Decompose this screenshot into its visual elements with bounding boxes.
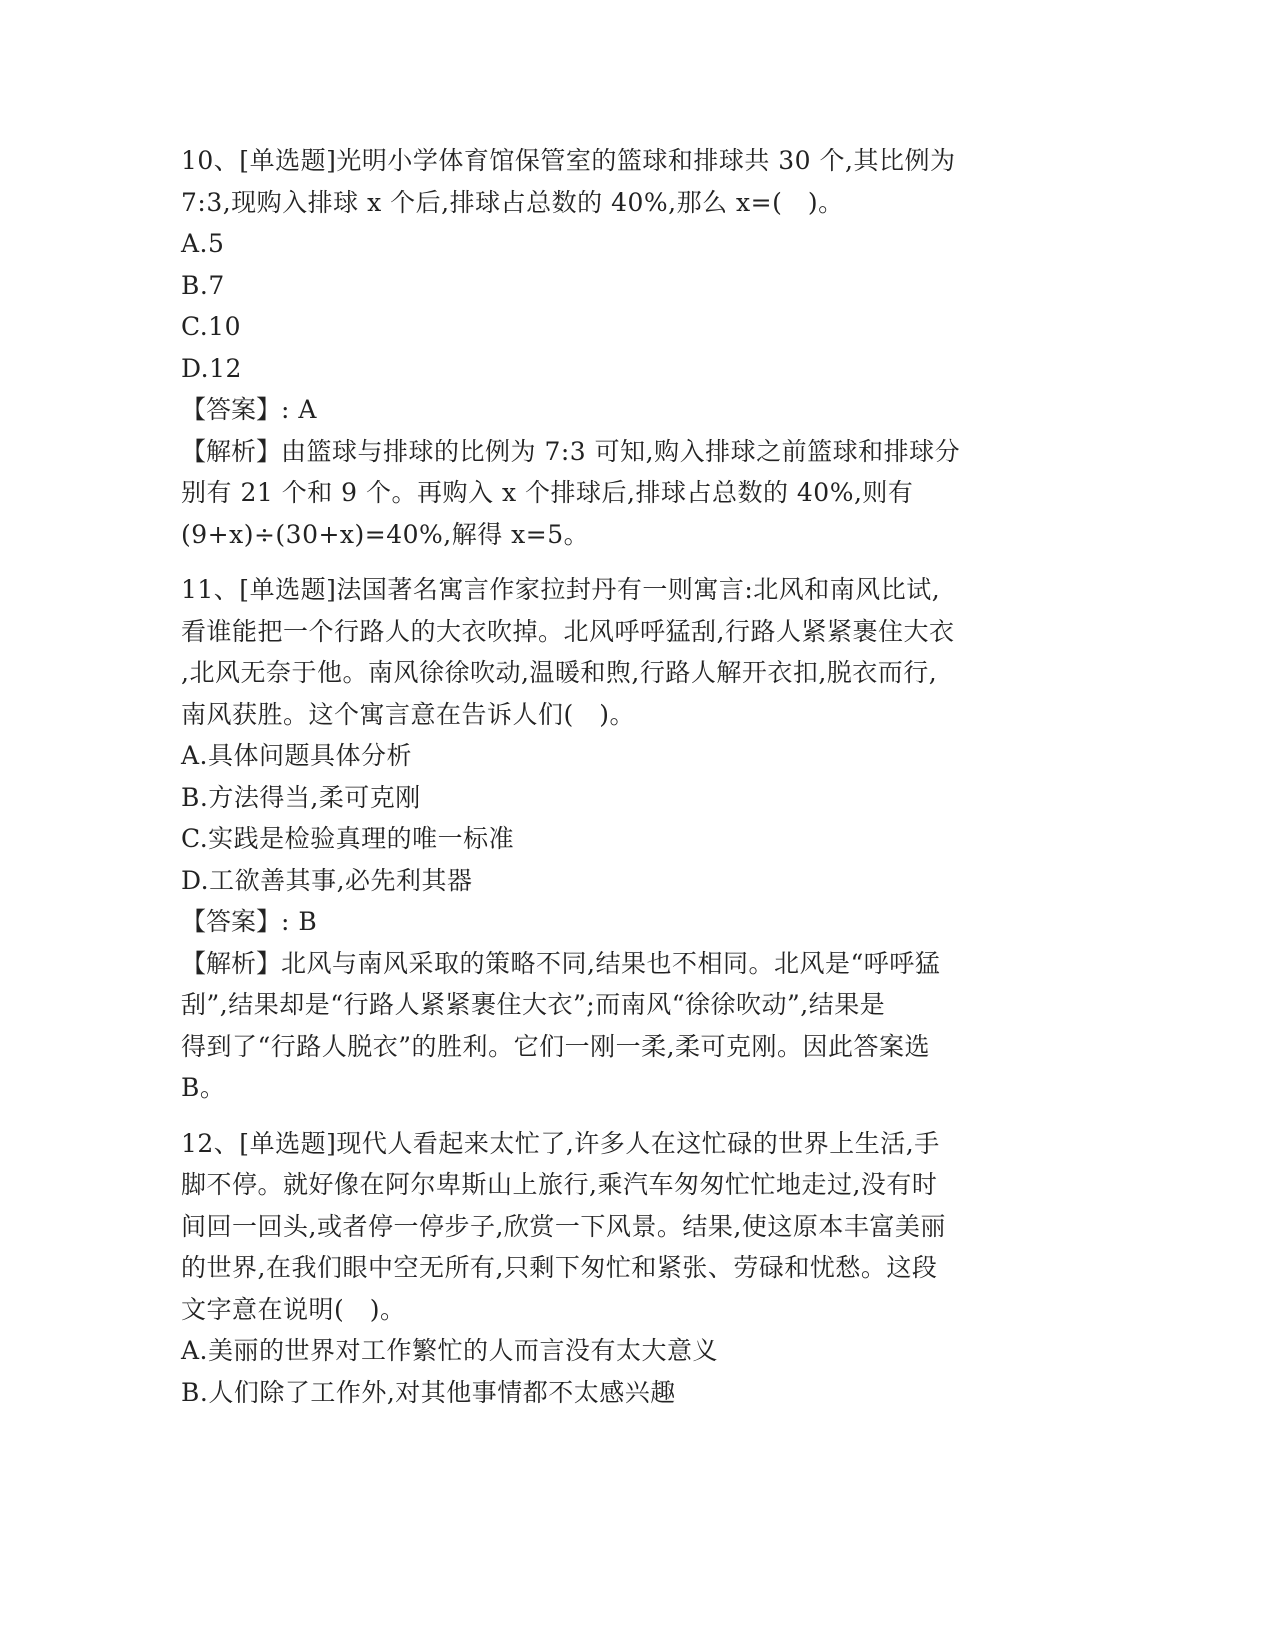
question-stem-line: 12、[单选题]现代人看起来太忙了,许多人在这忙碌的世界上生活,手 [181,1128,940,1158]
analysis-line: 别有 21 个和 9 个。再购入 x 个排球后,排球占总数的 40%,则有 [181,478,914,507]
question-stem-line: 文字意在说明( )。 [181,1294,406,1324]
option-a: A.5 [181,229,225,258]
answer-label: 【答案】 [181,907,282,936]
question-stem-line: 7:3,现购入排球 x 个后,排球占总数的 40%,那么 x=( )。 [181,187,844,217]
answer-value: B [298,907,318,936]
question-stem-line: 10、[单选题]光明小学体育馆保管室的篮球和排球共 30 个,其比例为 [181,146,956,175]
option-b: B.方法得当,柔可克刚 [181,782,421,812]
question-11 [181,569,1061,1109]
document-page [181,140,1061,1413]
option-b: B.7 [181,270,225,300]
answer-separator: : [281,395,290,424]
question-stem-line: ,北风无奈于他。南风徐徐吹动,温暖和煦,行路人解开衣扣,脱衣而行, [181,658,938,687]
option-c: C.实践是检验真理的唯一标准 [181,824,515,853]
question-12 [181,1123,1061,1414]
option-d: D.12 [181,353,242,383]
spacer [181,555,1061,569]
answer-value: A [298,395,317,424]
answer-label: 【答案】 [181,395,282,424]
spacer [181,1109,1061,1123]
answer-separator: : [281,907,290,936]
option-d: D.工欲善其事,必先利其器 [181,865,473,895]
analysis-label: 【解析】 [181,436,282,466]
question-stem-line: 的世界,在我们眼中空无所有,只剩下匆忙和紧张、劳碌和忧愁。这段 [181,1253,938,1282]
answer-line [181,901,1061,943]
question-stem-line: 南风获胜。这个寓言意在告诉人们( )。 [181,699,636,729]
option-a: A.具体问题具体分析 [181,741,413,770]
question-10 [181,140,1061,555]
analysis-label: 【解析】 [181,948,282,978]
answer-line [181,389,1061,431]
analysis-text: 北风与南风采取的策略不同,结果也不相同。北风是“呼呼猛 [281,948,941,978]
analysis-line: (9+x)÷(30+x)=40%,解得 x=5。 [181,519,590,549]
question-stem-line: 看谁能把一个行路人的大衣吹掉。北风呼呼猛刮,行路人紧紧裹住大衣 [181,616,955,646]
analysis-line [181,943,1061,985]
analysis-line: B。 [181,1073,226,1102]
option-c: C.10 [181,312,241,341]
analysis-line: 刮”,结果却是“行路人紧紧裹住大衣”;而南风“徐徐吹动”,结果是 [181,990,886,1019]
option-a: A.美丽的世界对工作繁忙的人而言没有太大意义 [181,1336,719,1365]
question-stem-line: 脚不停。就好像在阿尔卑斯山上旅行,乘汽车匆匆忙忙地走过,没有时 [181,1170,938,1199]
analysis-line: 得到了“行路人脱衣”的胜利。它们一刚一柔,柔可克刚。因此答案选 [181,1031,931,1061]
analysis-text: 由篮球与排球的比例为 7:3 可知,购入排球之前篮球和排球分 [281,436,961,466]
question-stem-line: 间回一回头,或者停一停步子,欣赏一下风景。结果,使这原本丰富美丽 [181,1211,946,1241]
question-stem-line: 11、[单选题]法国著名寓言作家拉封丹有一则寓言:北风和南风比试, [181,575,941,604]
analysis-line [181,431,1061,473]
option-b: B.人们除了工作外,对其他事情都不太感兴趣 [181,1377,676,1407]
